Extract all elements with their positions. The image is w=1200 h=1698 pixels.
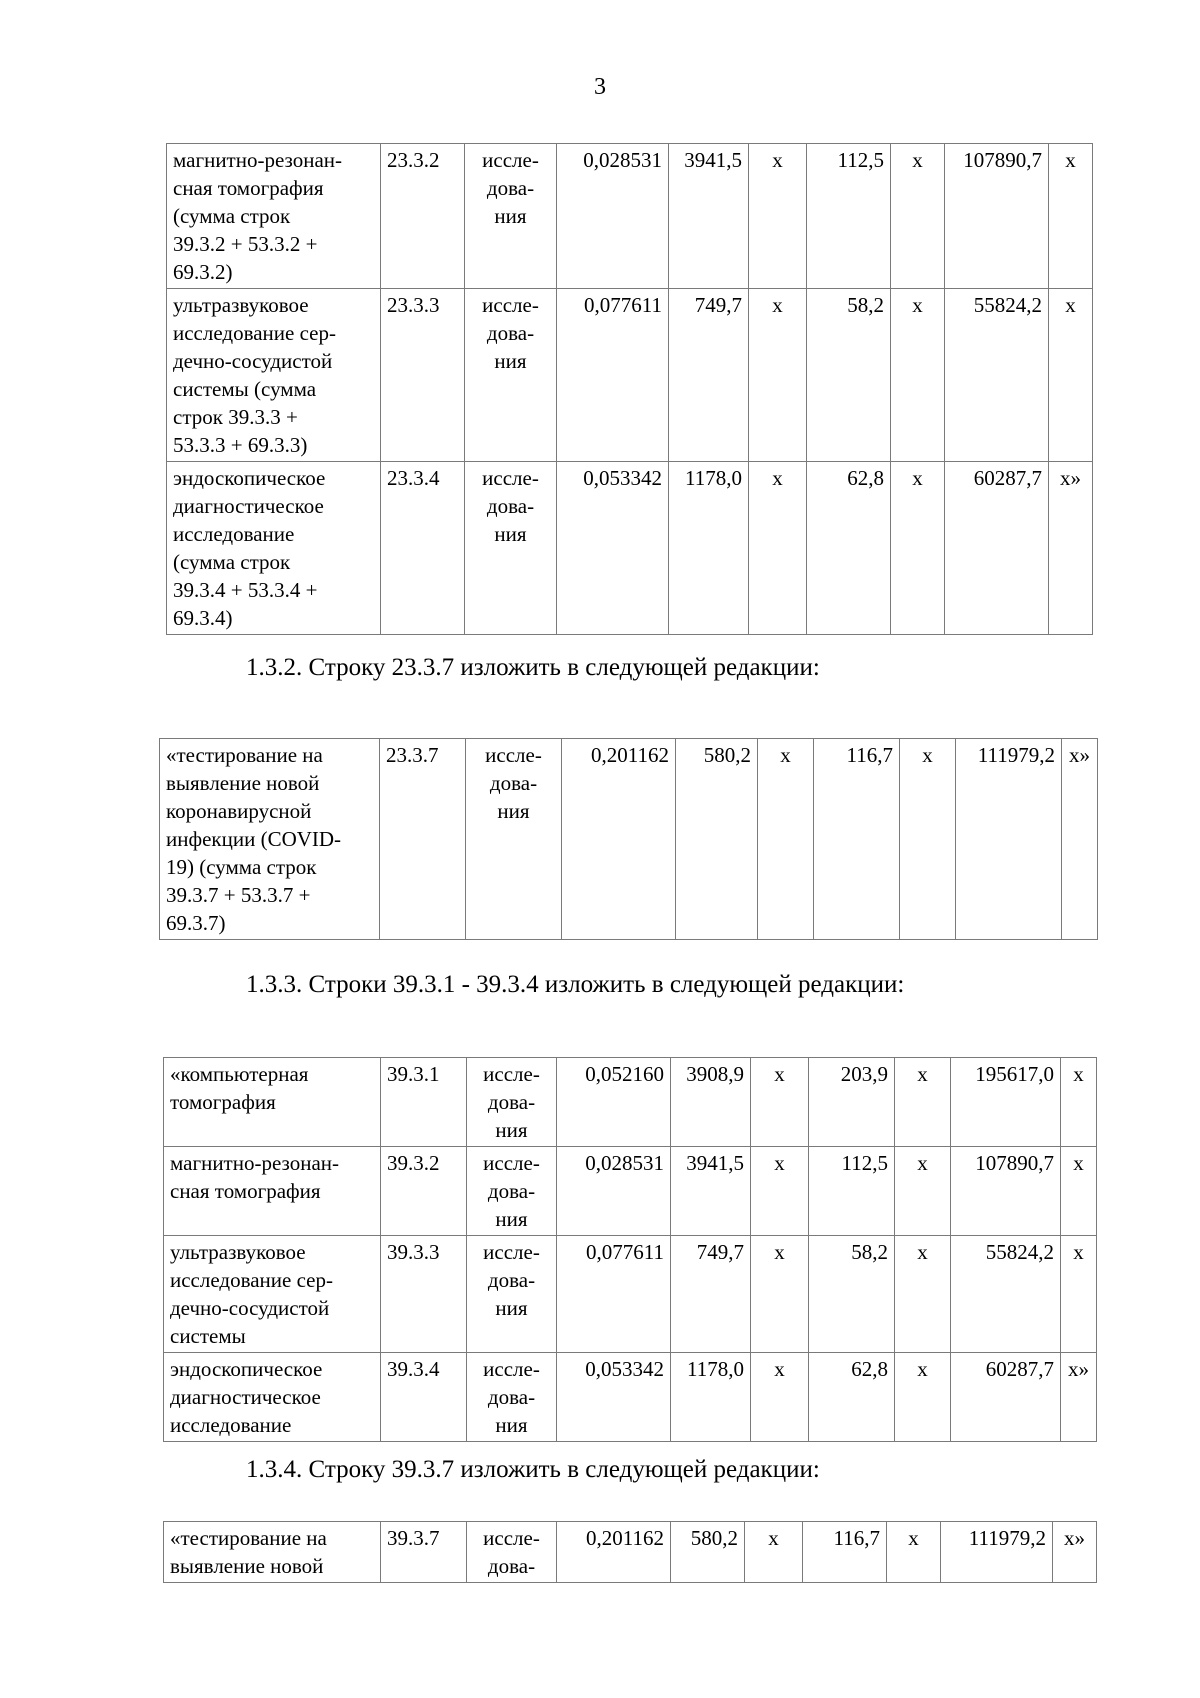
unit-line: дова- — [486, 176, 535, 200]
unit-cell — [467, 1522, 557, 1583]
value-cell: 0,053342 — [557, 462, 669, 635]
indicator-name-line: 39.3.7 + 53.3.7 + — [166, 883, 311, 907]
indicator-name-cell — [167, 144, 381, 289]
unit-line: ния — [494, 522, 527, 546]
unit-line: иссле- — [483, 1357, 540, 1381]
table-row — [167, 144, 1093, 289]
value-cell: 0,053342 — [557, 1353, 671, 1442]
value-cell: х — [895, 1147, 951, 1236]
value-cell: х — [1061, 1147, 1097, 1236]
unit-line: ния — [495, 1413, 528, 1437]
table-row — [160, 739, 1098, 940]
unit-line: дова- — [486, 321, 535, 345]
indicator-name-line: магнитно-резонан- — [170, 1151, 340, 1175]
value-cell: 58,2 — [807, 289, 891, 462]
value-cell: 0,077611 — [557, 1236, 671, 1353]
indicator-name-line: 69.3.4) — [173, 606, 233, 630]
value-cell: 580,2 — [676, 739, 758, 940]
value-cell: 112,5 — [809, 1147, 895, 1236]
value-cell: 60287,7 — [951, 1353, 1061, 1442]
value-cell: 55824,2 — [945, 289, 1049, 462]
code-cell: 39.3.1 — [381, 1058, 467, 1147]
indicator-name-line: ультразвуковое — [170, 1240, 306, 1264]
value-cell: 58,2 — [809, 1236, 895, 1353]
section-heading-1-3-3: 1.3.3. Строки 39.3.1 - 39.3.4 изложить в следующей редакции: — [246, 971, 905, 998]
value-cell: х — [751, 1353, 809, 1442]
value-cell: х — [749, 289, 807, 462]
code-cell: 39.3.4 — [381, 1353, 467, 1442]
unit-cell — [466, 739, 562, 940]
value-cell: 107890,7 — [951, 1147, 1061, 1236]
value-cell: х — [749, 462, 807, 635]
unit-line: ния — [494, 349, 527, 373]
value-cell: х — [891, 144, 945, 289]
unit-line: ния — [495, 1296, 528, 1320]
unit-line: ния — [497, 799, 530, 823]
unit-cell — [467, 1058, 557, 1147]
value-cell: х — [751, 1236, 809, 1353]
indicator-name-line: эндоскопическое — [173, 466, 326, 490]
code-cell: 39.3.2 — [381, 1147, 467, 1236]
value-cell: 107890,7 — [945, 144, 1049, 289]
unit-cell — [465, 289, 557, 462]
value-cell: х» — [1061, 1353, 1097, 1442]
value-cell: х — [1049, 144, 1093, 289]
value-cell: х — [895, 1058, 951, 1147]
value-cell: 111979,2 — [941, 1522, 1053, 1583]
value-cell: 195617,0 — [951, 1058, 1061, 1147]
table-row — [164, 1353, 1097, 1442]
indicator-name-line: 53.3.3 + 69.3.3) — [173, 433, 308, 457]
value-cell: х — [1049, 289, 1093, 462]
value-cell: 111979,2 — [956, 739, 1062, 940]
unit-line: иссле- — [483, 1151, 540, 1175]
value-cell: х — [887, 1522, 941, 1583]
table-rows-23-3-2-to-23-3-4 — [166, 143, 1093, 635]
indicator-name-line: исследование сер- — [170, 1268, 333, 1292]
value-cell: 3941,5 — [671, 1147, 751, 1236]
indicator-name-line: коронавирусной — [166, 799, 312, 823]
indicator-name-cell — [167, 462, 381, 635]
indicator-name-cell — [164, 1522, 381, 1583]
value-cell: х — [1061, 1236, 1097, 1353]
value-cell: 116,7 — [814, 739, 900, 940]
page-number: 3 — [594, 74, 606, 100]
indicator-name-line: 39.3.2 + 53.3.2 + — [173, 232, 318, 256]
value-cell: х — [891, 462, 945, 635]
indicator-name-line: исследование — [170, 1413, 292, 1437]
code-cell: 23.3.3 — [381, 289, 465, 462]
unit-line: ния — [494, 204, 527, 228]
value-cell: 62,8 — [809, 1353, 895, 1442]
indicator-name-line: строк 39.3.3 + — [173, 405, 298, 429]
indicator-name-line: сная томография — [173, 176, 324, 200]
unit-line: дова- — [487, 1179, 536, 1203]
value-cell: х — [891, 289, 945, 462]
unit-line: дова- — [487, 1090, 536, 1114]
indicator-name-line: инфекции (COVID- — [166, 827, 342, 851]
value-cell: х — [751, 1058, 809, 1147]
indicator-name-line: эндоскопическое — [170, 1357, 323, 1381]
unit-line: ния — [495, 1118, 528, 1142]
indicator-name-line: дечно-сосудистой — [170, 1296, 330, 1320]
indicator-name-cell — [160, 739, 380, 940]
code-cell: 23.3.2 — [381, 144, 465, 289]
value-cell: 1178,0 — [671, 1353, 751, 1442]
table-row — [164, 1058, 1097, 1147]
value-cell: 203,9 — [809, 1058, 895, 1147]
unit-line: дова- — [489, 771, 538, 795]
value-cell: х» — [1062, 739, 1098, 940]
value-cell: х — [900, 739, 956, 940]
indicator-name-line: 69.3.7) — [166, 911, 226, 935]
value-cell: 580,2 — [671, 1522, 745, 1583]
value-cell: 55824,2 — [951, 1236, 1061, 1353]
indicator-name-line: выявление новой — [170, 1554, 324, 1578]
code-cell: 23.3.4 — [381, 462, 465, 635]
indicator-name-line: 69.3.2) — [173, 260, 233, 284]
value-cell: 0,052160 — [557, 1058, 671, 1147]
indicator-name-line: диагностическое — [173, 494, 324, 518]
indicator-name-cell — [164, 1058, 381, 1147]
value-cell: 112,5 — [807, 144, 891, 289]
value-cell: х — [751, 1147, 809, 1236]
unit-line: иссле- — [483, 1526, 540, 1550]
unit-line: иссле- — [483, 1240, 540, 1264]
unit-cell — [465, 462, 557, 635]
value-cell: 749,7 — [669, 289, 749, 462]
indicator-name-line: (сумма строк — [173, 550, 291, 574]
indicator-name-line: диагностическое — [170, 1385, 321, 1409]
value-cell: 0,028531 — [557, 144, 669, 289]
indicator-name-line: ультразвуковое — [173, 293, 309, 317]
indicator-name-line: «тестирование на — [166, 743, 323, 767]
table-row — [167, 462, 1093, 635]
table-row — [164, 1522, 1097, 1583]
indicator-name-cell — [164, 1147, 381, 1236]
indicator-name-line: выявление новой — [166, 771, 320, 795]
unit-line: дова- — [487, 1385, 536, 1409]
indicator-name-line: исследование — [173, 522, 295, 546]
table-rows-39-3-1-to-39-3-4 — [163, 1057, 1097, 1442]
value-cell: 0,201162 — [557, 1522, 671, 1583]
value-cell: 60287,7 — [945, 462, 1049, 635]
unit-line: иссле- — [482, 466, 539, 490]
value-cell: х — [1061, 1058, 1097, 1147]
value-cell: 0,028531 — [557, 1147, 671, 1236]
unit-cell — [467, 1236, 557, 1353]
unit-cell — [467, 1147, 557, 1236]
unit-line: дова- — [487, 1268, 536, 1292]
unit-line: иссле- — [485, 743, 542, 767]
value-cell: 0,077611 — [557, 289, 669, 462]
value-cell: 3908,9 — [671, 1058, 751, 1147]
unit-line: иссле- — [483, 1062, 540, 1086]
code-cell: 39.3.3 — [381, 1236, 467, 1353]
value-cell: х — [758, 739, 814, 940]
indicator-name-line: томография — [170, 1090, 276, 1114]
code-cell: 39.3.7 — [381, 1522, 467, 1583]
unit-line: ния — [495, 1207, 528, 1231]
code-cell: 23.3.7 — [380, 739, 466, 940]
unit-line: иссле- — [482, 293, 539, 317]
unit-line: дова- — [487, 1554, 536, 1578]
indicator-name-line: системы — [170, 1324, 246, 1348]
table-row — [164, 1147, 1097, 1236]
indicator-name-cell — [164, 1353, 381, 1442]
value-cell: 0,201162 — [562, 739, 676, 940]
indicator-name-line: дечно-сосудистой — [173, 349, 333, 373]
value-cell: 3941,5 — [669, 144, 749, 289]
indicator-name-cell — [167, 289, 381, 462]
value-cell: 749,7 — [671, 1236, 751, 1353]
indicator-name-line: «компьютерная — [170, 1062, 309, 1086]
value-cell: х — [895, 1236, 951, 1353]
section-heading-1-3-2: 1.3.2. Строку 23.3.7 изложить в следующей редакции: — [246, 654, 820, 681]
value-cell: 1178,0 — [669, 462, 749, 635]
section-heading-1-3-4: 1.3.4. Строку 39.3.7 изложить в следующей редакции: — [246, 1456, 820, 1483]
unit-line: иссле- — [482, 148, 539, 172]
table-row-23-3-7 — [159, 738, 1098, 940]
table-row — [167, 289, 1093, 462]
value-cell: х — [895, 1353, 951, 1442]
indicator-name-line: магнитно-резонан- — [173, 148, 343, 172]
value-cell: х — [745, 1522, 803, 1583]
indicator-name-line: системы (сумма — [173, 377, 317, 401]
value-cell: х — [749, 144, 807, 289]
indicator-name-line: 39.3.4 + 53.3.4 + — [173, 578, 318, 602]
value-cell: х» — [1049, 462, 1093, 635]
unit-line: дова- — [486, 494, 535, 518]
indicator-name-line: «тестирование на — [170, 1526, 327, 1550]
unit-cell — [467, 1353, 557, 1442]
value-cell: 116,7 — [803, 1522, 887, 1583]
value-cell: 62,8 — [807, 462, 891, 635]
indicator-name-cell — [164, 1236, 381, 1353]
indicator-name-line: исследование сер- — [173, 321, 336, 345]
unit-cell — [465, 144, 557, 289]
indicator-name-line: 19) (сумма строк — [166, 855, 317, 879]
table-row — [164, 1236, 1097, 1353]
indicator-name-line: сная томография — [170, 1179, 321, 1203]
indicator-name-line: (сумма строк — [173, 204, 291, 228]
value-cell: х» — [1053, 1522, 1097, 1583]
table-row-39-3-7 — [163, 1521, 1097, 1583]
